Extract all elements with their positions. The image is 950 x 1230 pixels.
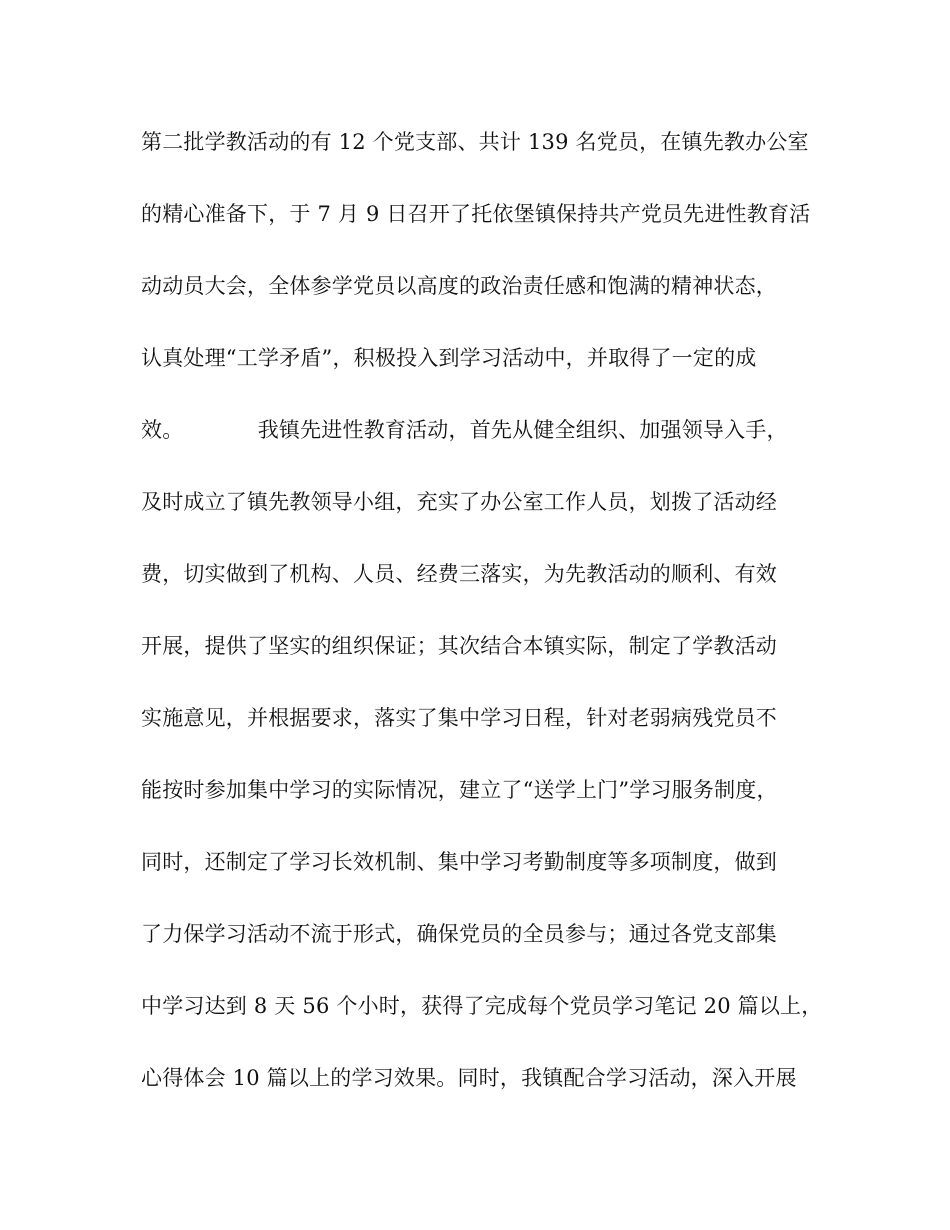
text-line: 的精心准备下，于 7 月 9 日召开了托依堡镇保持共产党员先进性教育活 [141, 202, 811, 226]
text-line: 同时，还制定了学习长效机制、集中学习考勤制度等多项制度，做到 [141, 850, 777, 874]
text-line: 及时成立了镇先教领导小组，充实了办公室工作人员，划拨了活动经 [141, 490, 777, 514]
text-line: 第二批学教活动的有 12 个党支部、共计 139 名党员，在镇先教办公室 [141, 130, 809, 154]
text-line: 费，切实做到了机构、人员、经费三落实，为先教活动的顺利、有效 [141, 562, 777, 586]
text-line: 开展，提供了坚实的组织保证；其次结合本镇实际，制定了学教活动 [141, 634, 777, 658]
text-line: 中学习达到 8 天 56 个小时，获得了完成每个党员学习笔记 20 篇以上， [141, 994, 823, 1018]
text-line: 心得体会 10 篇以上的学习效果。同时，我镇配合学习活动，深入开展 [141, 1066, 797, 1090]
text-line: 实施意见，并根据要求，落实了集中学习日程，针对老弱病残党员不 [141, 706, 777, 730]
text-line: 了力保学习活动不流于形式，确保党员的全员参与；通过各党支部集 [141, 922, 777, 946]
text-line: 效。 我镇先进性教育活动，首先从健全组织、加强领导入手， [141, 418, 788, 442]
text-line: 认真处理“工学矛盾”，积极投入到学习活动中，并取得了一定的成 [141, 346, 757, 370]
text-line: 动动员大会，全体参学党员以高度的政治责任感和饱满的精神状态， [141, 274, 777, 298]
text-line: 能按时参加集中学习的实际情况，建立了“送学上门”学习服务制度， [141, 778, 778, 802]
